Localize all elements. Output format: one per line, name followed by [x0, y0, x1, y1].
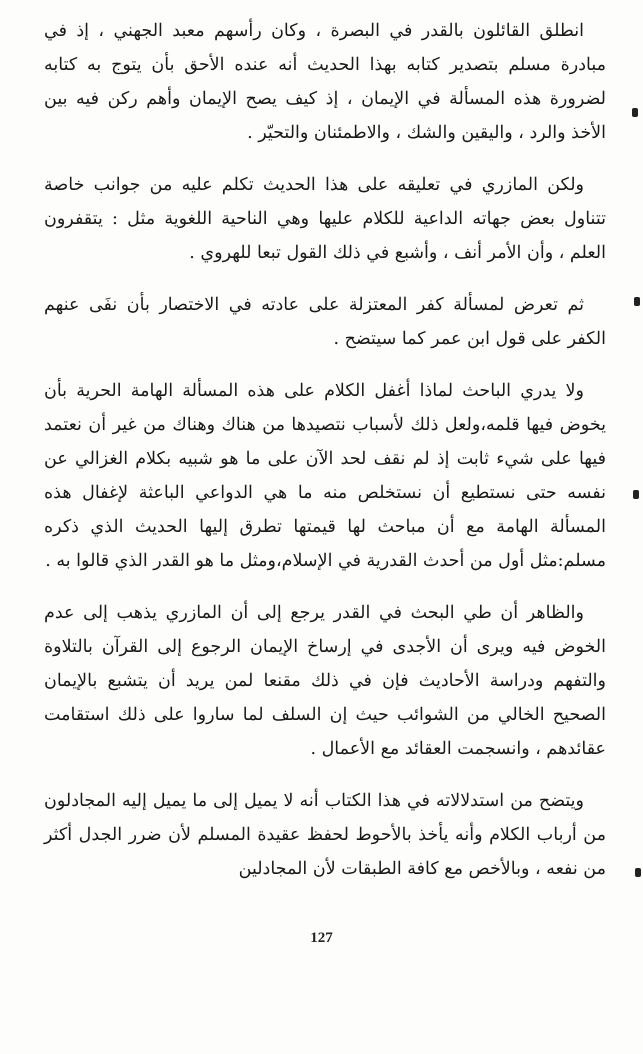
paragraph-3: ثم تعرض لمسألة كفر المعتزلة على عادته في الاختصار بأن نفَى عنهم الكفر على قول ابن عمر كما سيتضح . [44, 295, 606, 349]
paragraph-4: ولا يدري الباحث لماذا أغفل الكلام على هذه المسألة الهامة الحرية بأن يخوض فيها قلمه،ولعل ذلك لأسباب نتصيدها من هناك وهناك من غير أن نعتمد فيها على شيء ثابت إذ لم نقف لحد الآن على ما هو شبيه بكلام الغزالي عن نفسه حتى نستطيع أن نستخلص منه ما هي الدواعي الباعثة لإغفال هذه المسألة الهامة مع أن مباحث لها قيمتها تطرق إليها الحديث الذي ذكره مسلم:مثل أول من أحدث القدرية في الإسلام،ومثل ما هو القدر الذي قالوا به . [44, 381, 606, 571]
margin-mark [633, 490, 639, 499]
margin-mark [635, 868, 641, 877]
paragraph-5: والظاهر أن طي البحث في القدر يرجع إلى أن المازري يذهب إلى عدم الخوض فيه ويرى أن الأجدى في إرساخ الإيمان الرجوع إلى القرآن بالتلاوة والتفهم ودراسة الأحاديث فإن في ذلك مقنعا لمن يريد أن يتشبع بالإيمان الصحيح الخالي من الشوائب حيث إن السلف لما ساروا على ذلك استقامت عقائدهم ، وانسجمت العقائد مع الأعمال . [44, 603, 606, 759]
body-text [44, 14, 606, 904]
page-number: 127 [310, 930, 333, 946]
paragraph-6: ويتضح من استدلالاته في هذا الكتاب أنه لا يميل إلى ما يميل إليه المجادلون من أرباب الكلام وأنه يأخذ بالأحوط لحفظ عقيدة المسلم لأن ضرر الجدل أكثر من نفعه ، وبالأخص مع كافة الطبقات لأن المجادلين [44, 791, 606, 879]
paragraph-2: ولكن المازري في تعليقه على هذا الحديث تكلم عليه من جوانب خاصة تتناول بعض جهاته الداعية للكلام عليها وهي الناحية اللغوية مثل : يتقفرون العلم ، وأن الأمر أنف ، وأشبع في ذلك القول تبعا للهروي . [44, 175, 606, 263]
margin-mark [634, 297, 640, 306]
paragraph-1: انطلق القائلون بالقدر في البصرة ، وكان رأسهم معبد الجهني ، إذ في مبادرة مسلم بتصدير كتابه بهذا الحديث أنه عنده الأحق بأن يتوج به كتابه لضرورة هذه المسألة في الإيمان ، إذ كيف يصح الإيمان وأهم ركن فيه بين الأخذ والرد ، واليقين والشك ، والاطمئنان والتحيّر . [44, 21, 606, 143]
margin-mark [632, 108, 638, 117]
